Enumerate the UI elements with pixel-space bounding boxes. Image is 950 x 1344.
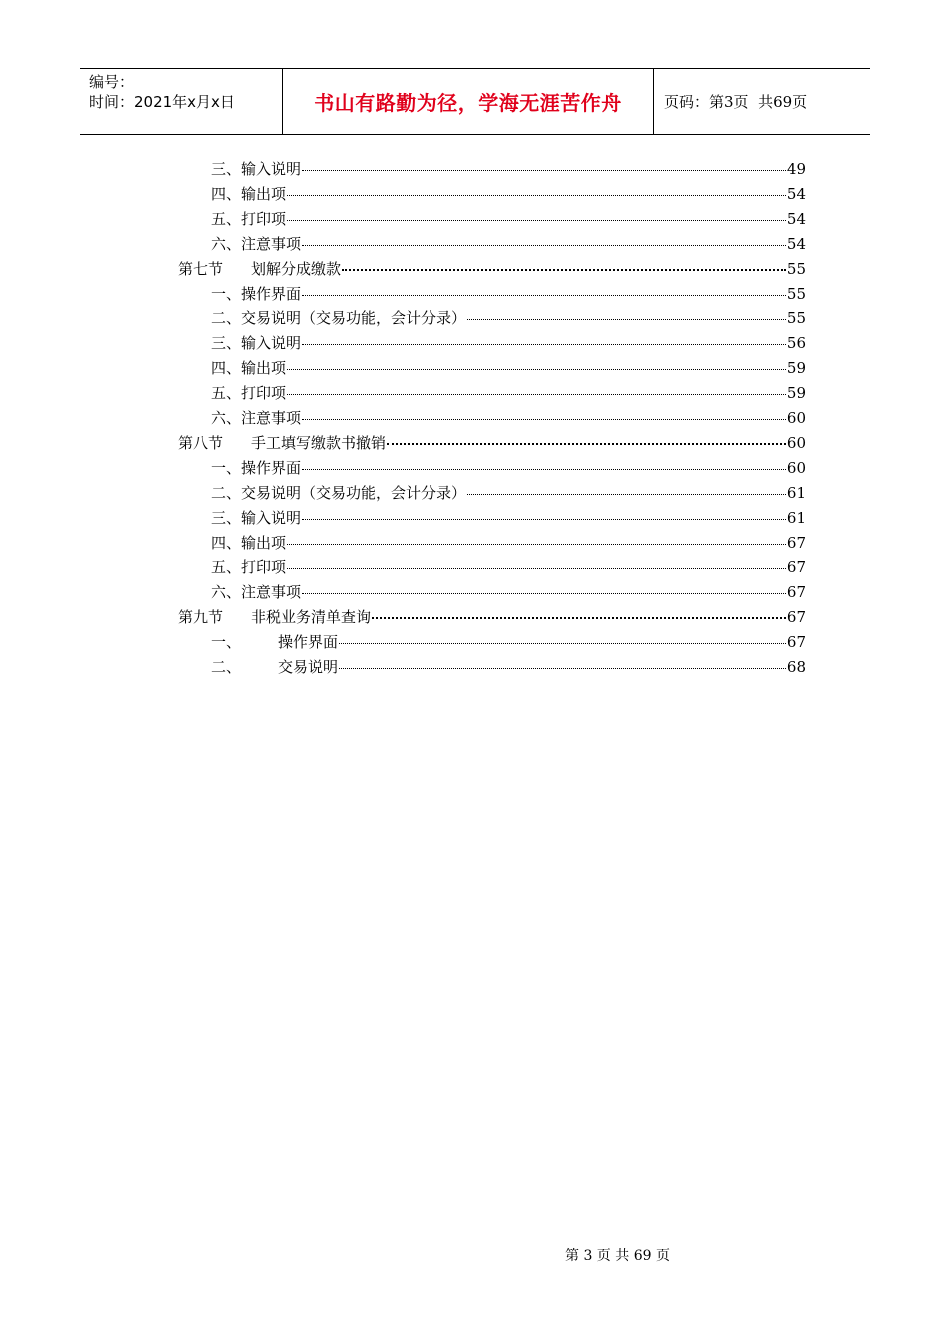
page-header <box>80 68 870 135</box>
toc-entry-number: 四、 <box>211 359 242 378</box>
toc-entry-title: 打印项 <box>241 558 287 577</box>
toc-entry-number: 一、 <box>211 458 242 477</box>
toc-leader-dots <box>287 220 786 221</box>
toc-entry-number: 三、 <box>211 334 242 353</box>
toc-entry[interactable] <box>211 357 806 379</box>
toc-entry-page: 59 <box>786 384 806 403</box>
toc-entry[interactable] <box>211 507 806 529</box>
toc-section-entry[interactable] <box>178 258 806 280</box>
toc-leader-dots <box>467 494 786 495</box>
toc-entry-title: 输出项 <box>241 184 287 203</box>
toc-leader-dots <box>372 617 786 619</box>
toc-leader-dots <box>302 419 786 420</box>
toc-entry[interactable] <box>211 581 806 603</box>
toc-leader-dots <box>302 469 786 470</box>
toc-entry-page: 61 <box>786 508 806 527</box>
toc-entry-number: 四、 <box>211 184 242 203</box>
toc-entry-number: 四、 <box>211 533 242 552</box>
toc-leader-dots <box>342 269 786 271</box>
toc-entry-number: 第八节 <box>178 433 224 452</box>
toc-entry-number: 一、 <box>211 633 242 652</box>
toc-entry[interactable] <box>211 283 806 305</box>
toc-entry-title: 注意事项 <box>241 409 302 427</box>
toc-entry[interactable] <box>211 208 806 230</box>
toc-entry-title: 操作界面 <box>278 633 339 652</box>
toc-entry-number: 六、 <box>211 583 242 602</box>
toc-leader-dots <box>302 245 786 246</box>
toc-entry[interactable] <box>211 532 806 554</box>
toc-entry-number: 三、 <box>211 508 242 527</box>
toc-entry-title: 操作界面 <box>241 284 302 303</box>
toc-entry[interactable] <box>211 631 806 653</box>
toc-entry-title: 划解分成缴款 <box>251 259 342 278</box>
toc-entry-title: 注意事项 <box>241 234 302 253</box>
header-page-info-cell <box>654 69 870 134</box>
toc-entry-number: 五、 <box>211 558 242 577</box>
toc-leader-dots <box>302 519 786 520</box>
toc-entry-page: 68 <box>786 658 806 676</box>
toc-entry-page: 60 <box>786 409 806 427</box>
toc-entry-page: 67 <box>786 558 806 577</box>
toc-entry-title: 输出项 <box>241 533 287 552</box>
toc-entry[interactable] <box>211 233 806 255</box>
toc-leader-dots <box>287 568 786 569</box>
toc-entry-page: 54 <box>786 234 806 253</box>
toc-entry-number: 二、 <box>211 309 242 328</box>
toc-entry-page: 54 <box>786 184 806 203</box>
toc-leader-dots <box>302 170 786 171</box>
toc-leader-dots <box>287 195 786 196</box>
toc-entry-page: 61 <box>786 483 806 502</box>
toc-entry-page: 59 <box>786 359 806 378</box>
toc-entry-page: 67 <box>786 583 806 602</box>
toc-leader-dots <box>302 295 786 296</box>
toc-section-entry[interactable] <box>178 432 806 454</box>
toc-entry-title: 交易说明（交易功能，会计分录） <box>241 483 467 502</box>
page-info: 页码：第3页 共69页 <box>664 93 808 111</box>
toc-entry-page: 54 <box>786 209 806 228</box>
toc-entry-number: 一、 <box>211 284 242 303</box>
date-label: 时间：2021年x月x日 <box>89 93 235 111</box>
slogan: 书山有路勤为径，学海无涯苦作舟 <box>314 91 622 115</box>
toc-entry[interactable] <box>211 656 806 678</box>
toc-entry-number: 第七节 <box>178 259 224 278</box>
toc-leader-dots <box>302 593 786 594</box>
toc-entry-title: 打印项 <box>241 209 287 228</box>
toc-entry-page: 55 <box>786 284 806 303</box>
toc-entry-page: 56 <box>786 334 806 353</box>
toc-entry[interactable] <box>211 556 806 578</box>
footer-page-number: 第 3 页 共 69 页 <box>565 1248 670 1264</box>
toc-section-entry[interactable] <box>178 606 806 628</box>
toc-entry-number: 二、 <box>211 483 242 502</box>
toc-entry-page: 67 <box>786 533 806 552</box>
toc-entry-page: 49 <box>786 160 806 178</box>
toc-entry-page: 67 <box>786 608 806 627</box>
toc-entry-title: 交易说明（交易功能，会计分录） <box>241 309 467 328</box>
toc-entry[interactable] <box>211 457 806 479</box>
toc-entry[interactable] <box>211 407 806 429</box>
toc-entry[interactable] <box>211 158 806 180</box>
toc-entry-number: 三、 <box>211 160 242 178</box>
toc-leader-dots <box>287 394 786 395</box>
toc-entry-title: 输入说明 <box>241 508 302 527</box>
toc-entry-title: 输出项 <box>241 359 287 378</box>
toc-entry-number: 六、 <box>211 409 242 427</box>
toc-entry-title: 非税业务清单查询 <box>251 608 372 627</box>
toc-entry-page: 67 <box>786 633 806 652</box>
toc-entry-number: 第九节 <box>178 608 224 627</box>
toc-entry-page: 55 <box>786 309 806 328</box>
toc-entry-page: 60 <box>786 433 806 452</box>
toc-entry-title: 操作界面 <box>241 458 302 477</box>
toc-leader-dots <box>302 344 786 345</box>
toc-entry-page: 55 <box>786 259 806 278</box>
toc-entry-number: 五、 <box>211 384 242 403</box>
toc-entry[interactable] <box>211 382 806 404</box>
toc-entry-title: 交易说明 <box>278 658 339 676</box>
toc-entry[interactable] <box>211 307 806 329</box>
toc-entry-title: 输入说明 <box>241 334 302 353</box>
toc-entry[interactable] <box>211 183 806 205</box>
toc-entry-title: 注意事项 <box>241 583 302 602</box>
toc-entry-title: 打印项 <box>241 384 287 403</box>
toc-leader-dots <box>339 668 786 669</box>
toc-leader-dots <box>467 319 786 320</box>
header-meta <box>80 69 282 134</box>
toc-leader-dots <box>339 643 786 644</box>
toc-leader-dots <box>287 544 786 545</box>
toc-entry[interactable] <box>211 332 806 354</box>
toc-entry-title: 手工填写缴款书撤销 <box>251 433 387 452</box>
toc-entry-number: 二、 <box>211 658 242 676</box>
code-label: 编号： <box>89 73 135 91</box>
toc-leader-dots <box>387 443 786 445</box>
toc-leader-dots <box>287 369 786 370</box>
toc-entry-number: 六、 <box>211 234 242 253</box>
header-slogan-cell <box>282 69 654 134</box>
toc-entry-title: 输入说明 <box>241 160 302 178</box>
toc-entry[interactable] <box>211 482 806 504</box>
toc-entry-number: 五、 <box>211 209 242 228</box>
toc-entry-page: 60 <box>786 458 806 477</box>
